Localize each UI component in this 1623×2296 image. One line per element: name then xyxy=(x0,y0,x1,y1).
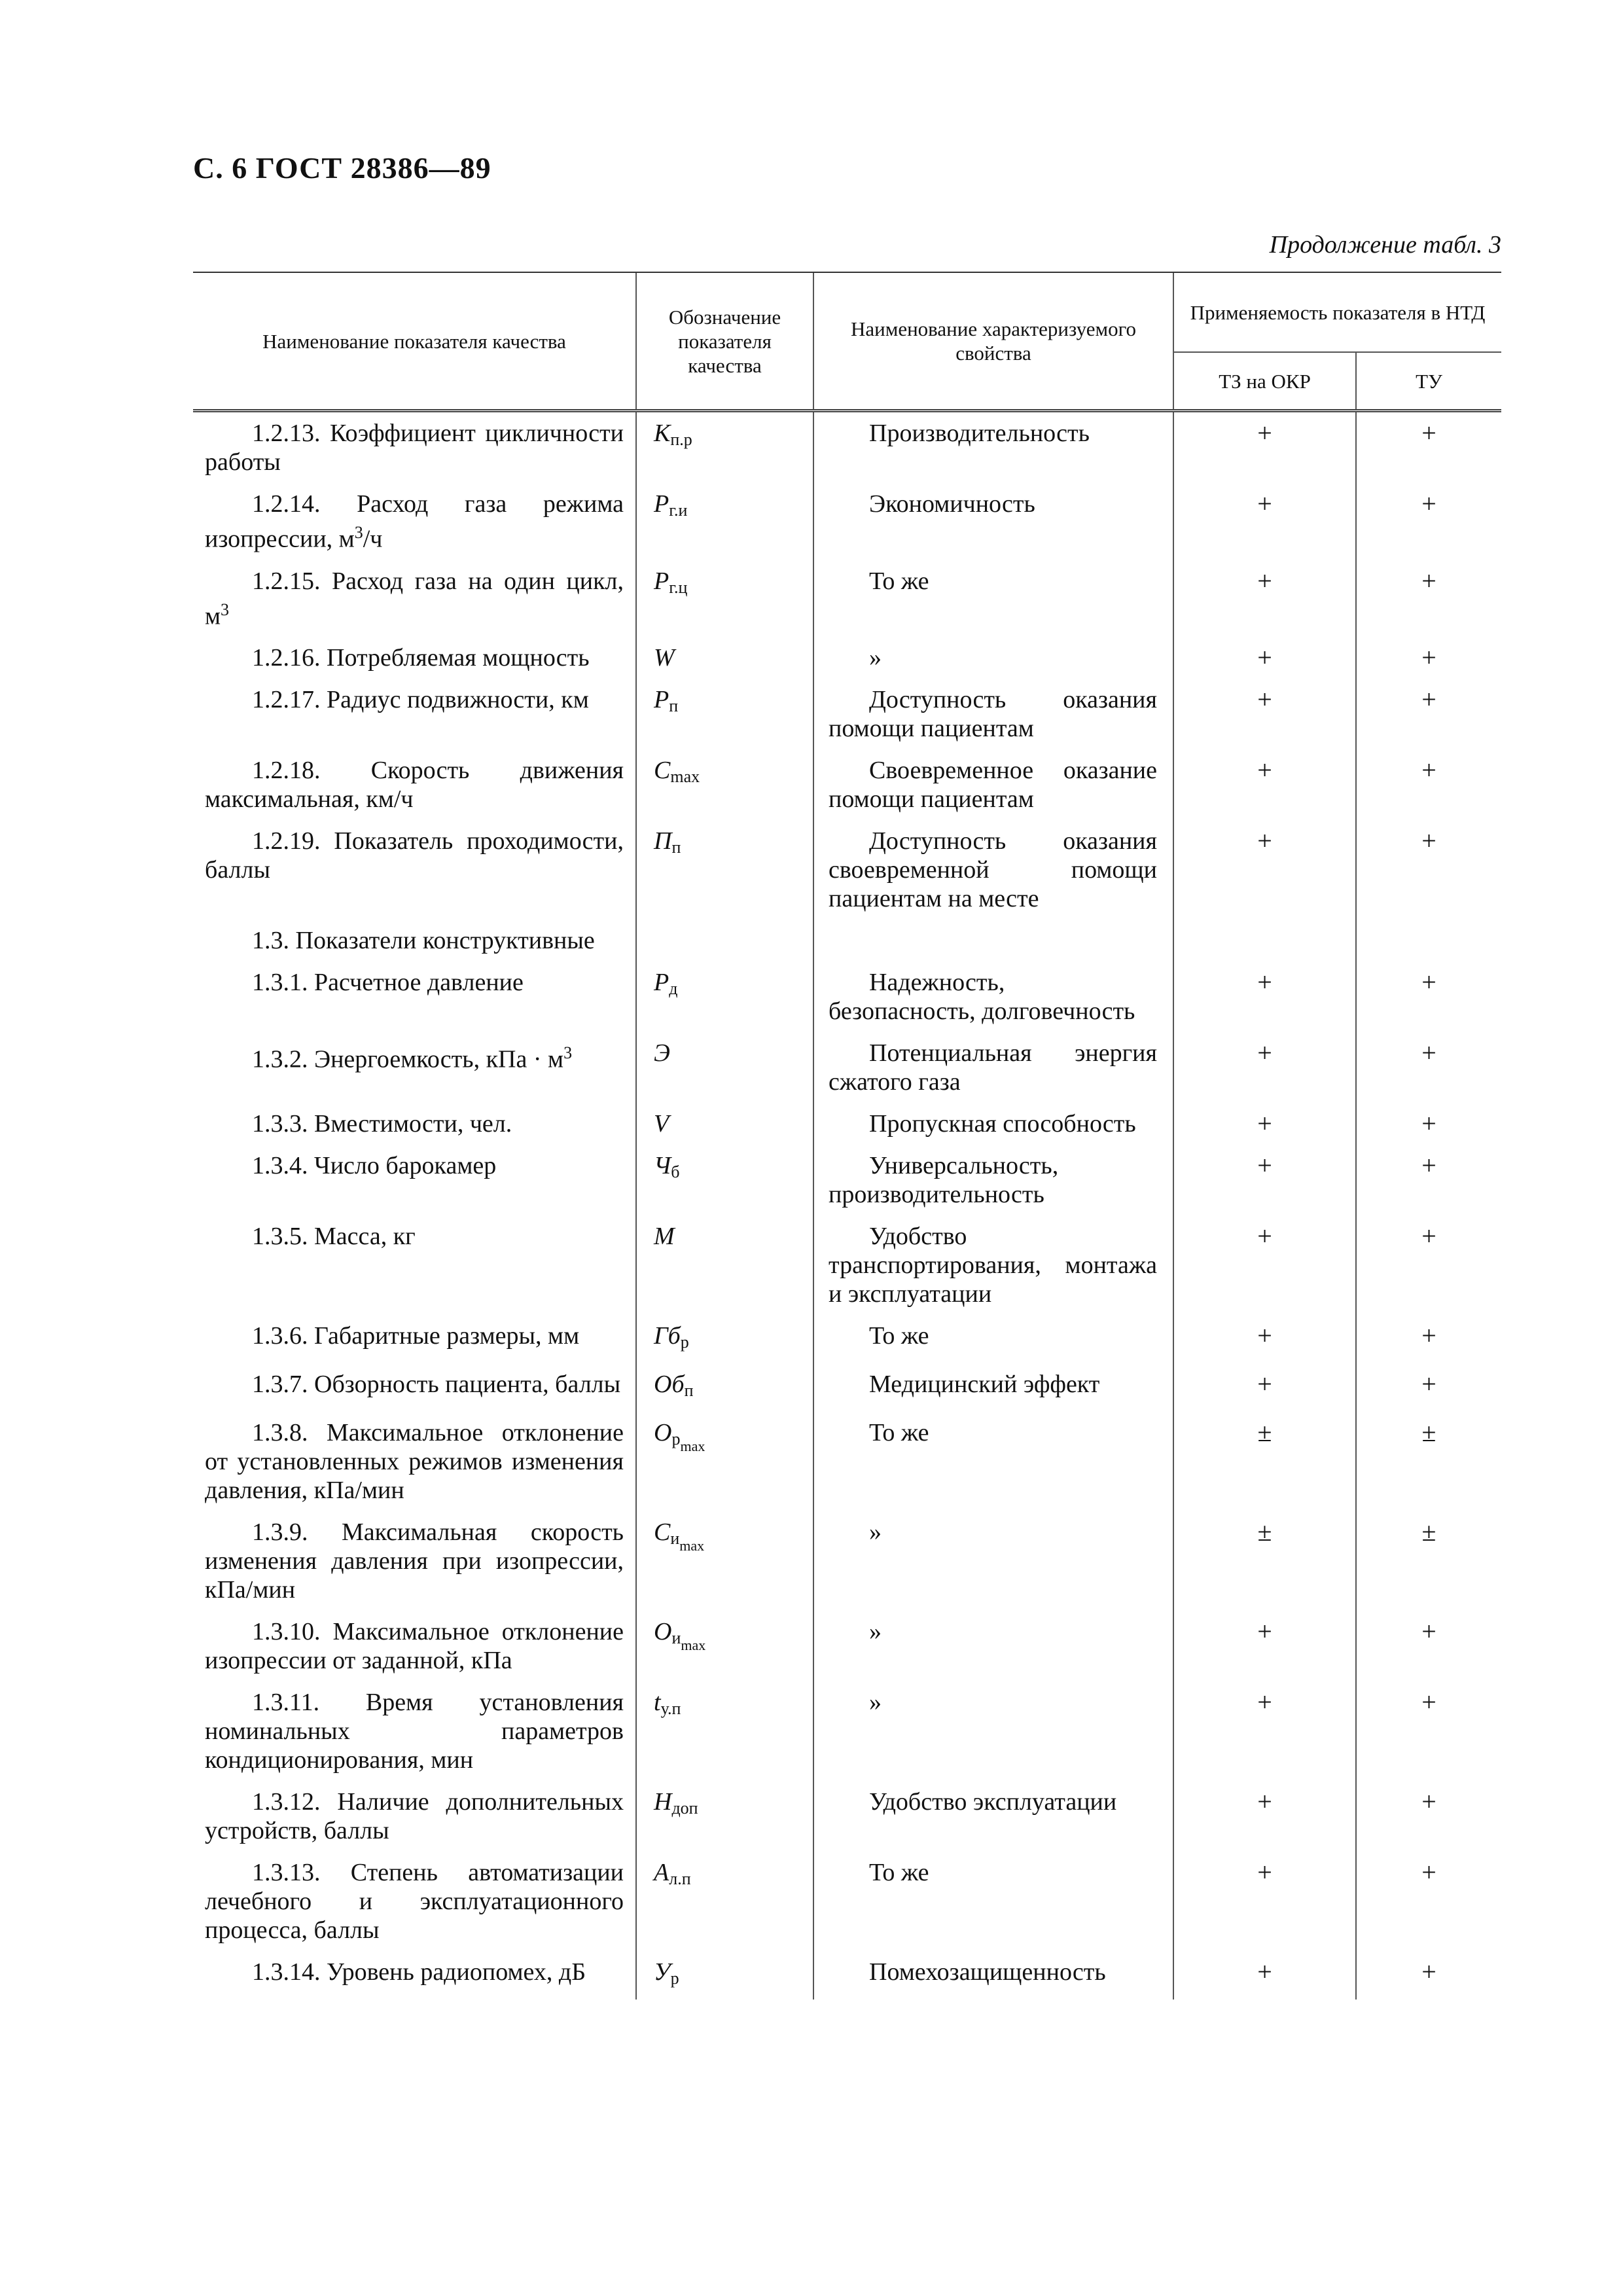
applicability-tz-okr: + xyxy=(1173,411,1356,484)
indicator-symbol-subscript: р xyxy=(670,1969,679,1988)
table-row xyxy=(193,1412,1501,1511)
characterized-property: Помехозащищенность xyxy=(869,1958,1106,1986)
characterized-property-cell xyxy=(813,560,1173,637)
indicator-symbol-cell xyxy=(636,961,813,1032)
characterized-property: Потенциальная энергия сжатого газа xyxy=(829,1039,1157,1096)
indicator-symbol: V xyxy=(654,1110,669,1138)
characterized-property-cell xyxy=(813,749,1173,820)
header-indicator-name: Наименование показателя качества xyxy=(193,272,636,411)
applicability-tz-okr: + xyxy=(1173,961,1356,1032)
characterized-property-cell xyxy=(813,1103,1173,1145)
indicator-symbol-cell xyxy=(636,483,813,560)
applicability-tz-okr xyxy=(1173,920,1356,961)
characterized-property-cell xyxy=(813,961,1173,1032)
characterized-property: Надежность, безопасность, долговечность xyxy=(829,969,1135,1026)
indicator-name: Показатели конструктивные xyxy=(295,927,595,955)
indicator-symbol: M xyxy=(654,1223,675,1251)
applicability-tz-okr: + xyxy=(1173,1315,1356,1363)
indicator-symbol: P xyxy=(654,567,669,595)
indicator-symbol: Э xyxy=(654,1039,670,1067)
indicator-name-cell xyxy=(193,411,636,484)
indicator-number: 1.2.19. xyxy=(252,827,321,855)
table-row xyxy=(193,1032,1501,1103)
applicability-tz-okr: + xyxy=(1173,1951,1356,2000)
quality-indicators-table xyxy=(193,272,1501,2000)
applicability-tu xyxy=(1356,920,1501,961)
applicability-tu: ± xyxy=(1356,1511,1501,1611)
indicator-symbol: O xyxy=(654,1419,672,1447)
indicator-symbol-subscript: иmax xyxy=(670,1529,705,1554)
indicator-symbol-subscript: д xyxy=(669,979,678,999)
indicator-symbol-subscript: б xyxy=(671,1162,680,1182)
indicator-name: Габаритные размеры, мм xyxy=(314,1322,580,1350)
applicability-tu: ± xyxy=(1356,1412,1501,1511)
applicability-tu: + xyxy=(1356,1103,1501,1145)
applicability-tz-okr: + xyxy=(1173,1781,1356,1852)
indicator-symbol-cell xyxy=(636,1103,813,1145)
indicator-symbol-subscript: р xyxy=(680,1333,689,1352)
indicator-number: 1.3.14. xyxy=(252,1958,321,1986)
characterized-property: Доступность оказания своевременной помощи пациентам на месте xyxy=(829,827,1157,913)
table-row xyxy=(193,1852,1501,1951)
characterized-property: Удобство эксплуатации xyxy=(869,1788,1117,1816)
indicator-symbol-cell xyxy=(636,1511,813,1611)
applicability-tu: + xyxy=(1356,1363,1501,1412)
table-row xyxy=(193,749,1501,820)
characterized-property: » xyxy=(869,1618,882,1646)
characterized-property-cell xyxy=(813,679,1173,749)
indicator-symbol: Ч xyxy=(654,1152,671,1180)
indicator-symbol-cell xyxy=(636,637,813,679)
indicator-number: 1.3.10. xyxy=(252,1618,321,1646)
applicability-tz-okr: + xyxy=(1173,679,1356,749)
indicator-symbol-cell xyxy=(636,920,813,961)
header-indicator-symbol: Обозначение показателя качества xyxy=(636,272,813,411)
indicator-name: Показатель проходимости, баллы xyxy=(205,827,624,884)
indicator-symbol: P xyxy=(654,969,669,997)
characterized-property: » xyxy=(869,1689,882,1717)
applicability-tz-okr: + xyxy=(1173,749,1356,820)
indicator-name-cell xyxy=(193,1363,636,1412)
applicability-tz-okr: ± xyxy=(1173,1511,1356,1611)
indicator-symbol-subscript: п.р xyxy=(670,430,692,449)
applicability-tz-okr: + xyxy=(1173,637,1356,679)
indicator-symbol-subscript: п xyxy=(669,696,679,716)
indicator-symbol-cell xyxy=(636,749,813,820)
indicator-name: Максимальное отклонение изопрессии от заданной, кПа xyxy=(205,1618,624,1675)
indicator-symbol-cell xyxy=(636,1951,813,2000)
characterized-property: Производительность xyxy=(869,420,1090,447)
characterized-property: Универсальность, производительность xyxy=(829,1152,1059,1209)
table-row xyxy=(193,1145,1501,1215)
applicability-tu: + xyxy=(1356,1852,1501,1951)
characterized-property-cell xyxy=(813,1511,1173,1611)
indicator-name: Скорость движения максимальная, км/ч xyxy=(205,757,624,814)
indicator-symbol: K xyxy=(654,420,671,447)
characterized-property-cell xyxy=(813,1315,1173,1363)
indicator-name-cell xyxy=(193,560,636,637)
indicator-number: 1.3.13. xyxy=(252,1859,321,1887)
characterized-property-cell xyxy=(813,1363,1173,1412)
indicator-symbol-cell xyxy=(636,1315,813,1363)
characterized-property: Удобство транспортирования, монтажа и эксплуатации xyxy=(829,1223,1157,1308)
applicability-tu: + xyxy=(1356,1032,1501,1103)
table-row xyxy=(193,1611,1501,1681)
indicator-symbol-subscript: иmax xyxy=(671,1628,706,1654)
indicator-number: 1.2.17. xyxy=(252,686,321,714)
table-row xyxy=(193,679,1501,749)
indicator-symbol: У xyxy=(654,1958,671,1986)
indicator-symbol-cell xyxy=(636,1611,813,1681)
indicator-symbol-subscript-2: max xyxy=(680,1438,705,1455)
indicator-name: Время установления номинальных параметров кондиционирования, мин xyxy=(205,1689,624,1774)
indicator-number: 1.2.18. xyxy=(252,757,321,785)
indicator-name: Вместимости, чел. xyxy=(314,1110,512,1138)
indicator-symbol: Гб xyxy=(654,1322,681,1350)
characterized-property: » xyxy=(869,644,882,672)
applicability-tu: + xyxy=(1356,961,1501,1032)
applicability-tu: + xyxy=(1356,1951,1501,2000)
indicator-symbol-cell xyxy=(636,1215,813,1315)
indicator-name: Коэффициент цикличности работы xyxy=(205,420,624,476)
indicator-symbol-cell xyxy=(636,1781,813,1852)
indicator-number: 1.3.5. xyxy=(252,1223,308,1251)
characterized-property: То же xyxy=(869,1859,929,1887)
indicator-name: Максимальное отклонение от установленных режимов изменения давления, кПа/мин xyxy=(205,1419,624,1505)
indicator-symbol: O xyxy=(654,1618,672,1646)
table-row xyxy=(193,637,1501,679)
indicator-symbol-cell xyxy=(636,679,813,749)
indicator-name-cell xyxy=(193,920,636,961)
indicator-name-cell xyxy=(193,1511,636,1611)
applicability-tu: + xyxy=(1356,560,1501,637)
applicability-tz-okr: + xyxy=(1173,1032,1356,1103)
indicator-symbol-subscript: л.п xyxy=(669,1869,691,1889)
applicability-tz-okr: + xyxy=(1173,1103,1356,1145)
table-row xyxy=(193,560,1501,637)
indicator-symbol: W xyxy=(654,644,675,672)
table-continuation-note: Продолжение табл. 3 xyxy=(1269,231,1501,259)
indicator-symbol: Об xyxy=(654,1371,685,1399)
indicator-name: Расход газа на один цикл, м xyxy=(205,567,624,630)
table-row xyxy=(193,483,1501,560)
indicator-name-cell xyxy=(193,1781,636,1852)
indicator-symbol: P xyxy=(654,490,669,518)
characterized-property-cell xyxy=(813,1215,1173,1315)
characterized-property: То же xyxy=(869,1322,929,1350)
indicator-name-cell xyxy=(193,749,636,820)
indicator-number: 1.3.3. xyxy=(252,1110,308,1138)
unit-superscript: 3 xyxy=(221,600,230,619)
indicator-name: Максимальная скорость изменения давления при изопрессии, кПа/мин xyxy=(205,1518,624,1604)
indicator-name: Степень автоматизации лечебного и эксплуатационного процесса, баллы xyxy=(205,1859,624,1945)
characterized-property: Экономичность xyxy=(869,490,1035,518)
indicator-name-cell xyxy=(193,1145,636,1215)
indicator-number: 1.2.16. xyxy=(252,644,321,672)
indicator-symbol-cell xyxy=(636,1852,813,1951)
indicator-name: Расчетное давление xyxy=(314,969,524,997)
table-row xyxy=(193,1681,1501,1781)
applicability-tu: + xyxy=(1356,1781,1501,1852)
applicability-tz-okr: + xyxy=(1173,483,1356,560)
table-row xyxy=(193,1511,1501,1611)
applicability-tu: + xyxy=(1356,820,1501,920)
indicator-number: 1.2.14. xyxy=(252,490,321,518)
indicator-symbol: P xyxy=(654,686,669,714)
applicability-tz-okr: + xyxy=(1173,1363,1356,1412)
indicator-symbol: C xyxy=(654,757,671,785)
characterized-property-cell xyxy=(813,1032,1173,1103)
table-row xyxy=(193,1103,1501,1145)
table-body xyxy=(193,411,1501,2000)
indicator-symbol: H xyxy=(654,1788,672,1816)
indicator-name-cell xyxy=(193,637,636,679)
applicability-tz-okr: ± xyxy=(1173,1412,1356,1511)
table-row xyxy=(193,411,1501,484)
characterized-property: То же xyxy=(869,567,929,595)
indicator-name: Наличие дополнительных устройств, баллы xyxy=(205,1788,624,1845)
table-row xyxy=(193,820,1501,920)
indicator-name-cell xyxy=(193,679,636,749)
applicability-tu: + xyxy=(1356,1145,1501,1215)
applicability-tu: + xyxy=(1356,1611,1501,1681)
characterized-property: Своевременное оказание помощи пациентам xyxy=(829,757,1157,814)
table-row xyxy=(193,1363,1501,1412)
indicator-name: Обзорность пациента, баллы xyxy=(314,1371,621,1399)
indicator-number: 1.3.2. xyxy=(252,1045,308,1073)
characterized-property: » xyxy=(869,1518,882,1547)
applicability-tu: + xyxy=(1356,637,1501,679)
indicator-name-cell xyxy=(193,1611,636,1681)
indicator-number: 1.3.7. xyxy=(252,1371,308,1399)
indicator-number: 1.3.4. xyxy=(252,1152,308,1180)
header-tu: ТУ xyxy=(1356,352,1501,411)
indicator-symbol: П xyxy=(654,827,672,855)
characterized-property-cell xyxy=(813,637,1173,679)
indicator-name-cell xyxy=(193,1032,636,1103)
applicability-tz-okr: + xyxy=(1173,820,1356,920)
indicator-number: 1.2.13. xyxy=(252,420,321,447)
header-characterized-property: Наименование характеризуемого свойства xyxy=(813,272,1173,411)
characterized-property-cell xyxy=(813,820,1173,920)
table-row xyxy=(193,1951,1501,2000)
indicator-number: 1.2.15. xyxy=(252,567,321,595)
indicator-symbol-cell xyxy=(636,820,813,920)
applicability-tz-okr: + xyxy=(1173,1852,1356,1951)
indicator-symbol-subscript: п xyxy=(671,838,681,857)
indicator-symbol-cell xyxy=(636,1145,813,1215)
indicator-symbol-cell xyxy=(636,1681,813,1781)
table-row xyxy=(193,920,1501,961)
indicator-symbol-subscript: доп xyxy=(671,1799,698,1818)
characterized-property: Пропускная способность xyxy=(869,1110,1136,1138)
characterized-property-cell xyxy=(813,1951,1173,2000)
characterized-property-cell xyxy=(813,483,1173,560)
table-row xyxy=(193,1781,1501,1852)
characterized-property-cell xyxy=(813,920,1173,961)
indicator-name-cell xyxy=(193,1951,636,2000)
indicator-name: Уровень радиопомех, дБ xyxy=(327,1958,586,1986)
indicator-symbol-subscript: г.ц xyxy=(669,577,688,597)
unit-superscript: 3 xyxy=(563,1043,573,1063)
indicator-name: Масса, кг xyxy=(314,1223,416,1251)
applicability-tu: + xyxy=(1356,749,1501,820)
indicator-number: 1.3.6. xyxy=(252,1322,308,1350)
indicator-name: Расход газа режима изопрессии, м xyxy=(205,490,624,553)
indicator-name-cell xyxy=(193,1215,636,1315)
table-row xyxy=(193,961,1501,1032)
applicability-tu: + xyxy=(1356,1315,1501,1363)
indicator-symbol-subscript: г.и xyxy=(669,501,688,520)
indicator-symbol-cell xyxy=(636,411,813,484)
applicability-tu: + xyxy=(1356,1681,1501,1781)
indicator-name: Число барокамер xyxy=(314,1152,497,1180)
indicator-number: 1.3.1. xyxy=(252,969,308,997)
header-applicability: Применяемость показателя в НТД xyxy=(1173,272,1501,352)
characterized-property-cell xyxy=(813,1611,1173,1681)
indicator-number: 1.3.12. xyxy=(252,1788,321,1816)
indicator-symbol: t xyxy=(654,1689,661,1717)
indicator-symbol-cell xyxy=(636,1363,813,1412)
header-tz-okr: ТЗ на ОКР xyxy=(1173,352,1356,411)
indicator-name-cell xyxy=(193,961,636,1032)
indicator-symbol-subscript: max xyxy=(670,767,700,787)
characterized-property: Доступность оказания помощи пациентам xyxy=(829,686,1157,743)
indicator-name-tail: /ч xyxy=(363,525,383,553)
characterized-property-cell xyxy=(813,1681,1173,1781)
indicator-name: Радиус подвижности, км xyxy=(327,686,589,714)
indicator-symbol-cell xyxy=(636,1032,813,1103)
indicator-symbol-subscript: п xyxy=(684,1381,694,1401)
indicator-name-cell xyxy=(193,820,636,920)
applicability-tz-okr: + xyxy=(1173,1145,1356,1215)
applicability-tz-okr: + xyxy=(1173,1611,1356,1681)
characterized-property-cell xyxy=(813,1781,1173,1852)
indicator-name-cell xyxy=(193,1103,636,1145)
indicator-number: 1.3. xyxy=(252,927,289,955)
indicator-name: Энергоемкость, кПа · м xyxy=(314,1045,564,1073)
page-header: С. 6 ГОСТ 28386—89 xyxy=(193,151,491,185)
applicability-tu: + xyxy=(1356,1215,1501,1315)
indicator-symbol-cell xyxy=(636,560,813,637)
applicability-tz-okr: + xyxy=(1173,1681,1356,1781)
indicator-symbol-subscript-2: max xyxy=(679,1537,705,1554)
indicator-symbol: C xyxy=(654,1518,671,1547)
applicability-tu: + xyxy=(1356,679,1501,749)
characterized-property: То же xyxy=(869,1419,929,1447)
indicator-name: Потребляемая мощность xyxy=(327,644,590,672)
indicator-number: 1.3.8. xyxy=(252,1419,308,1447)
indicator-name-cell xyxy=(193,1852,636,1951)
unit-superscript: 3 xyxy=(354,523,363,542)
indicator-symbol: A xyxy=(654,1859,669,1887)
indicator-name-cell xyxy=(193,1412,636,1511)
applicability-tu: + xyxy=(1356,483,1501,560)
indicator-number: 1.3.11. xyxy=(252,1689,320,1717)
characterized-property-cell xyxy=(813,1852,1173,1951)
indicator-name-cell xyxy=(193,1681,636,1781)
indicator-symbol-subscript: рmax xyxy=(671,1429,705,1455)
indicator-name-cell xyxy=(193,483,636,560)
table-row xyxy=(193,1315,1501,1363)
characterized-property-cell xyxy=(813,411,1173,484)
indicator-name-cell xyxy=(193,1315,636,1363)
characterized-property-cell xyxy=(813,1145,1173,1215)
indicator-number: 1.3.9. xyxy=(252,1518,308,1547)
applicability-tz-okr: + xyxy=(1173,1215,1356,1315)
indicator-symbol-subscript-2: max xyxy=(681,1637,706,1654)
characterized-property: Медицинский эффект xyxy=(869,1371,1100,1399)
indicator-symbol-cell xyxy=(636,1412,813,1511)
table-row xyxy=(193,1215,1501,1315)
indicator-symbol-subscript: у.п xyxy=(660,1699,681,1719)
applicability-tz-okr: + xyxy=(1173,560,1356,637)
applicability-tu: + xyxy=(1356,411,1501,484)
characterized-property-cell xyxy=(813,1412,1173,1511)
